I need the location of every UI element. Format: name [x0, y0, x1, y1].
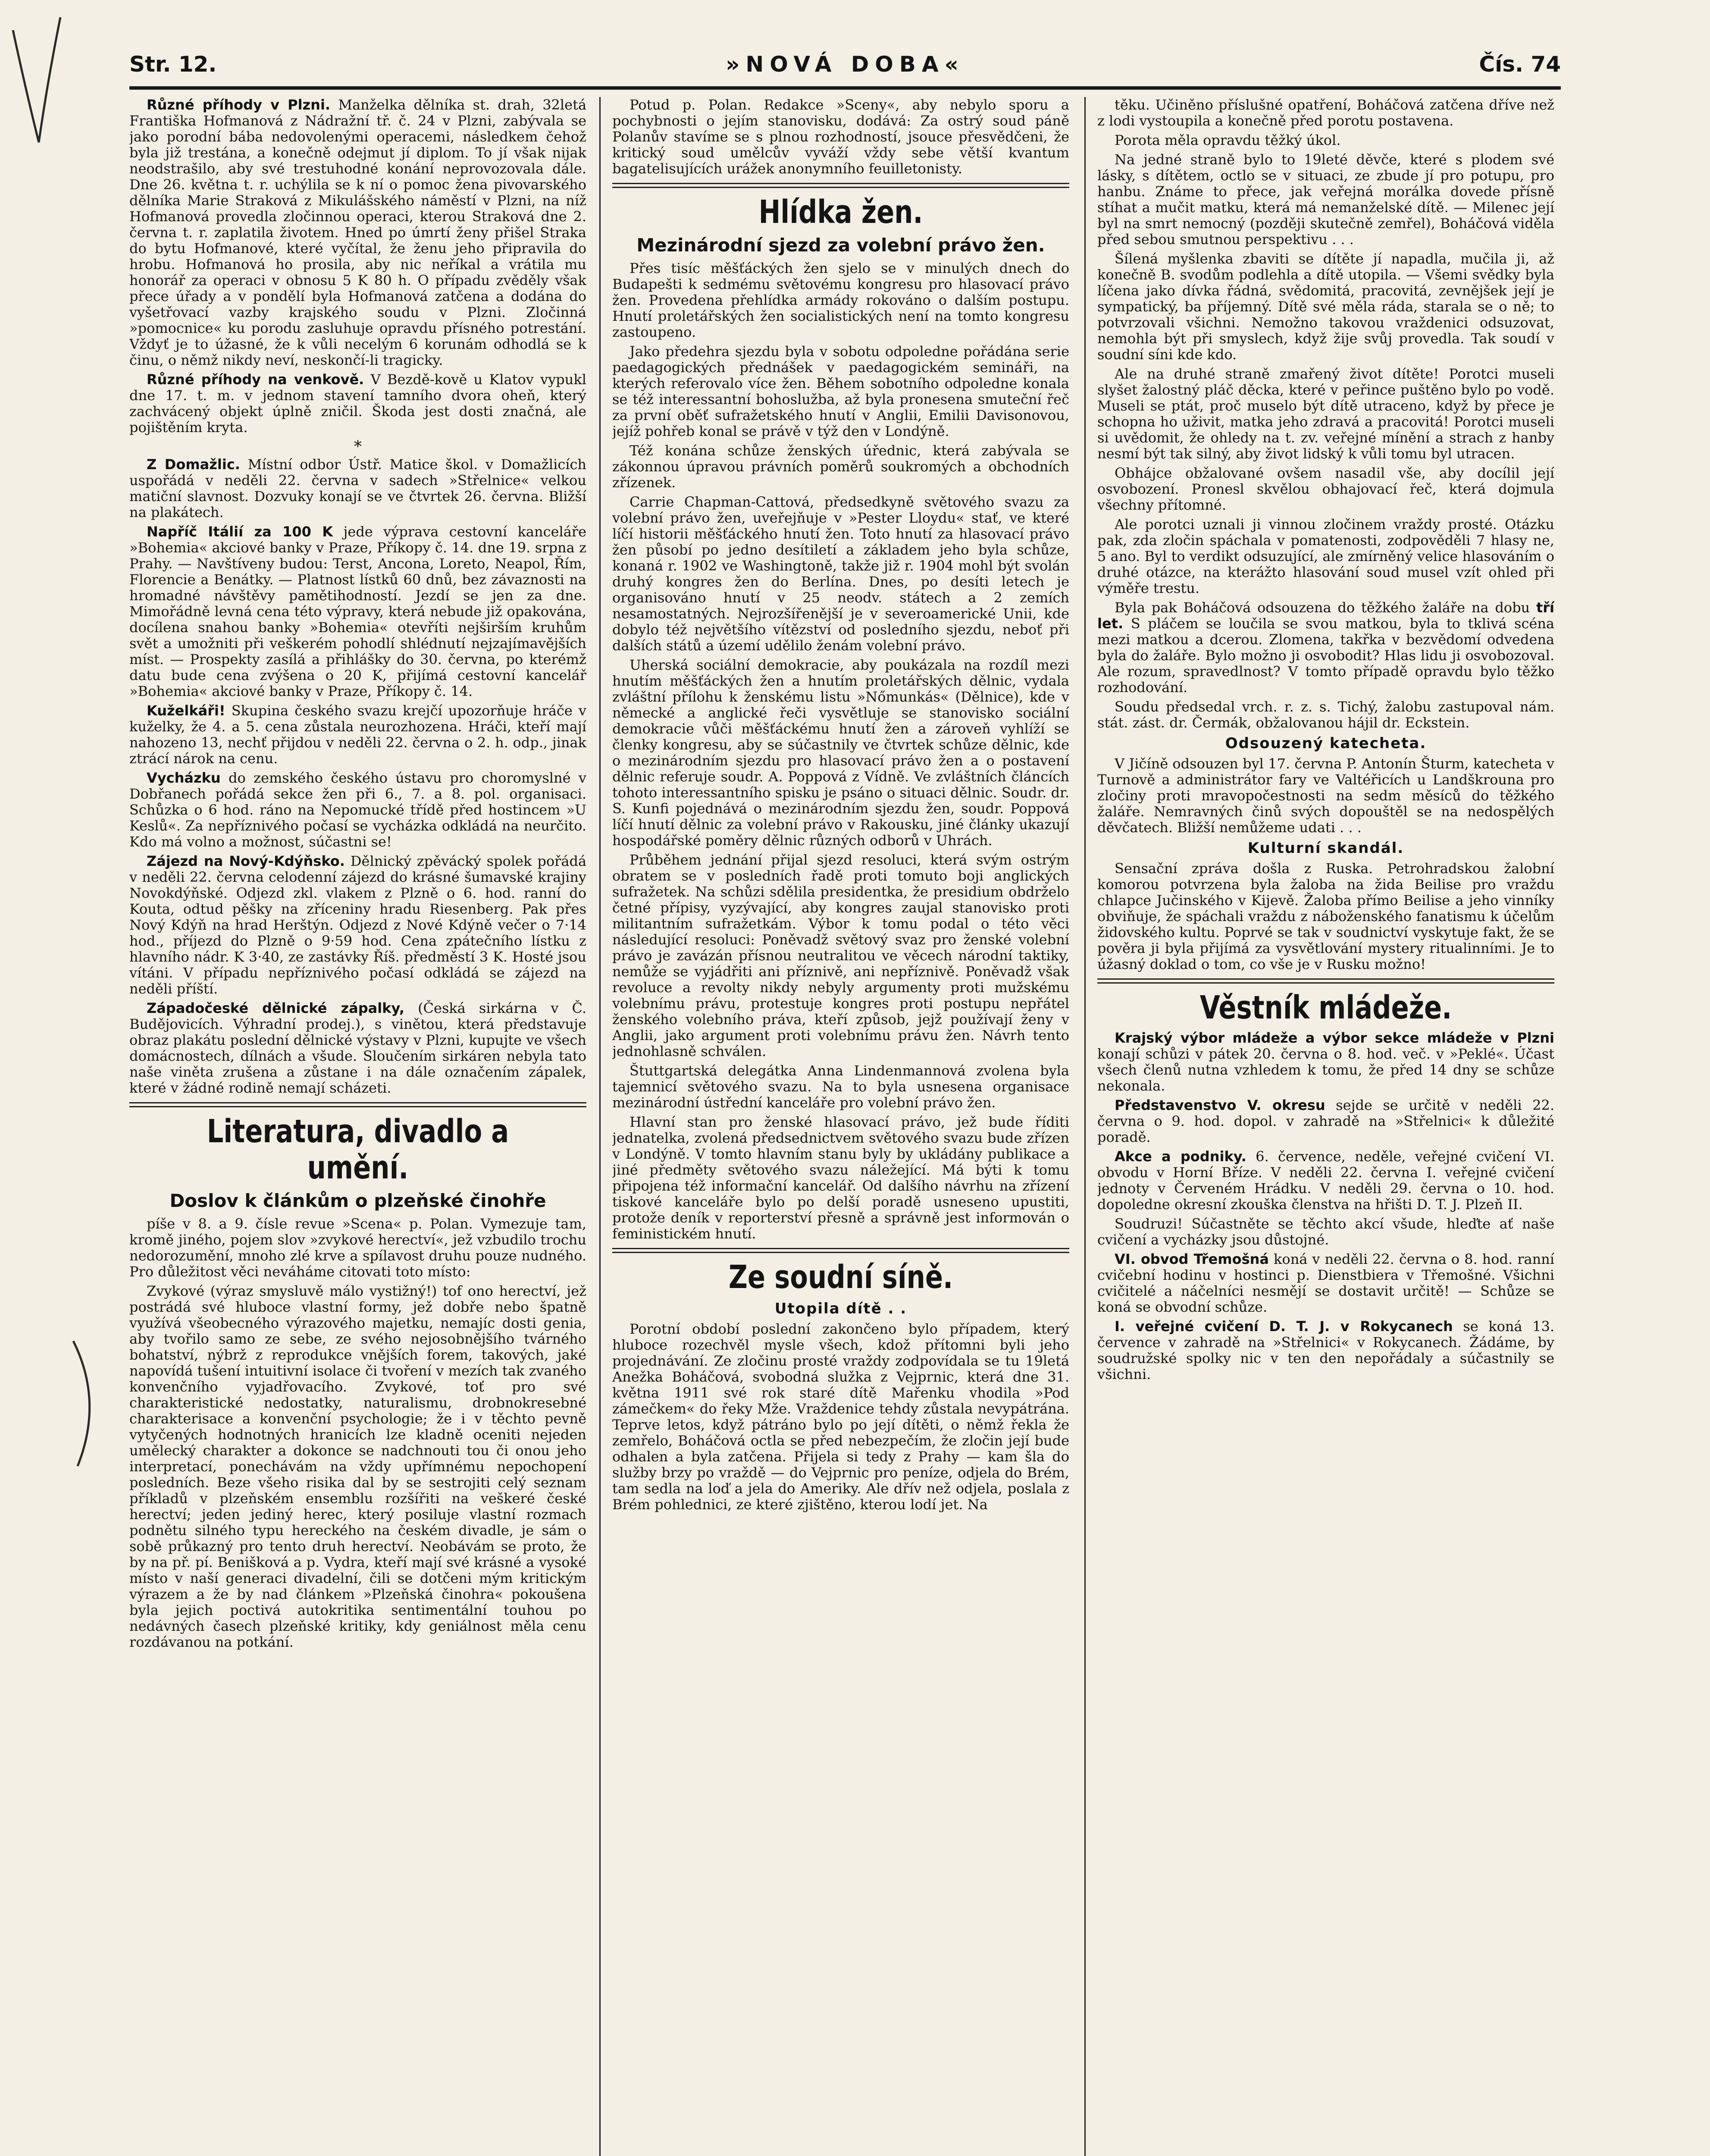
- article-rural-incidents: [129, 372, 586, 436]
- section-rule: [1097, 978, 1554, 984]
- article-lead: Napříč Itálií za 100 K: [147, 523, 333, 540]
- notice-rokycany: [1097, 1319, 1554, 1382]
- newspaper-title: »NOVÁ DOBA«: [726, 52, 965, 77]
- notice-lead: Krajský výbor mládeže a výbor sekce mládeže v Plzni: [1115, 1030, 1554, 1046]
- article-matches: [129, 1000, 586, 1096]
- article-bowlers: [129, 703, 586, 767]
- section-rule: [129, 1102, 586, 1107]
- article-body: Manželka dělníka st. drah, 32letá Františka Hofmanová z Nádražní tř. č. 24 v Plzni, zabývala se jako porodní bába nedovolenými operacemi, následkem čehož byla již trestána, a konečně odejmut jí diplom. To jí však nijak neodstrašilo, aby své trestuhodné konání neprovozovala dále. Dne 26. května t. r. uchýlila se k ní o pomoc žena pivovarského dělníka Marie Straková z Mikulášského náměstí v Plzni, na níž Hofmanová provedla zločinnou operaci, kterou Straková dne 2. června t. r. zaplatila životem. Hned po úmrtí ženy přišel Straka do bytu Hofmanové, které vyčítal, že ženu jeho připravila do hrobu. Hofmanová ho prosila, aby nic neříkal a vrátila mu honorář za operaci v obnosu 5 K 80 h. O případu zvěděly však přece úřady a v pondělí byla Hofmanová zatčena a dodána do vyšetřovací vazby krajského soudu v Plzni. Zločinná »pomocnice« ku porodu zasluhuje opravdu přísného potrestání. Vždyť je to úžasné, že k vůli necelým 6 korunám odhodlá se k činu, o němž nikdy neví, neskončí-li tragicky.: [129, 97, 586, 368]
- column-2: [612, 97, 1069, 2156]
- article-lead: Kuželkáři!: [147, 702, 225, 719]
- issue-number: Čís. 74: [1479, 52, 1561, 77]
- article-body: V Bezdě-kově u Klatov vypukl dne 17. t. m. v jednom stavení tamního dvora oheň, který zachvácený objekt úplně zničil. Škoda jest dosti značná, ale pojištěním kryta.: [129, 371, 586, 436]
- article-lead: Různé příhody na venkově.: [147, 371, 364, 388]
- notice-body: koná v neděli 22. června o 8. hod. ranní cvičební hodinu v hostinci p. Dienstbiera v Třemošné. Všichni cvičitelé a náčelníci nesmějí se dostavit určitě! — Schůze se koná se obvodní schůze.: [1097, 1251, 1554, 1315]
- article-body: Carrie Chapman-Cattová, předsedkyně světového svazu za volební právo žen, uveřejňuje v »Pester Lloydu« stať, ve které líčí historii měšťáckého hnutí žen. Toto hnutí za hlasovací právo žen působí po jedno desítiletí a základem jeho byla schůze, konaná r. 1902 ve Washingtoně, takže již r. 1904 mohl být svolán druhý kongres žen do Berlína. Dnes, po desíti letech je organisováno hnutí v 25 neodv. státech a 2 zemích nesamostatných. Nejrozšířenější je v severoamerické Unii, kde dobylo též největšího vítězství od posledního sjezdu, neboť při dalších států a území udělilo ženám volební právo.: [612, 494, 1069, 654]
- notice-lead: I. veřejné cvičení D. T. J. v Rokycanech: [1115, 1318, 1453, 1335]
- article-body: Ale na druhé straně zmařený život dítěte! Porotci museli slyšet žalostný pláč děcka, které v peřince puštěno bylo po vodě. Museli se ptát, proč muselo být dítě utraceno, když by přece je schopna ho uživit, matka jeho zdravá a pracovitá! Porotci museli si uvědomit, že ohledy na t. zv. veřejné mínění a strach z hanby nesmí být tak silný, aby život lidský k vůli tomu byl utracen.: [1097, 366, 1554, 462]
- article-body: Porota měla opravdu těžký úkol.: [1115, 132, 1341, 148]
- article-body: Dělnický zpěvácký spolek pořádá v neděli 22. června celodenní zájezd do krásné šumavské krajiny Novokdýňské. Odjezd zkl. vlakem z Plzně o 6. hod. ranní do Kouta, odtud pěšky na zříceniny hradu Riesenberg. Pak přes Nový Kdýň na hrad Herštýn. Odjezd z Nové Kdýně večer o 7·14 hod., příjezd do Plzně o 9·59 hod. Cena zpátečního lístku z hlavního nádr. K 3·40, ze zastávky Říš. předměstí 3 K. Hosté jsou vítáni. V případu nepříznivého počasí odkládá se zájezd na neděli příští.: [129, 853, 586, 997]
- notice-lead: VI. obvod Třemošná: [1115, 1251, 1269, 1267]
- column-divider-1: [599, 97, 601, 2156]
- notice-lead: Akce a podniky.: [1115, 1148, 1246, 1165]
- section-rule: [612, 183, 1069, 188]
- notice-events: [1097, 1149, 1554, 1213]
- article-body: Průběhem jednání přijal sjezd resoluci, která svým ostrým obratem se v posledních řadě proti tomuto boji anglických sufražetek. Na schůzi sdělila presidentka, že presidium obdrželo četné přípisy, vyzývající, aby kongres zaujal stanovisko proti militantním sufražetkám. Výbor k tomu podal o této věci následující resoluci: Poněvadž světový svaz pro ženské volební právo je zavázán přísnou neutralitou ve věcech národní taktiky, nemůže se vyjádřiti ani příznivě, ani nepříznivě. Poněvadž však revoluce a revolty nikdy nebyly argumenty proti mužskému volebnímu právu, protestuje kongres proti postupu nepřátel ženského volebního práva, kteří způsob, jejž používají ženy v Anglii, jako argument proti volebnímu právu žen. Návrh tento jednohlasně schválen.: [612, 852, 1069, 1059]
- article-italy-trip: [129, 524, 586, 699]
- article-lead: Různé příhody v Plzni.: [147, 97, 331, 113]
- article-body: Skupina českého svazu krejčí upozorňuje hráče v kuželky, že 4. a 5. cena zůstala neurozhozena. Hráči, kteří mají nahozeno 13, nechť přijdou v neděli 22. června o 2. h. odp., jinak ztrácí nárok na cenu.: [129, 702, 586, 767]
- article-body: Též konána schůze ženských úřednic, která zabývala se zákonnou úpravou právních poměrů soukromých a obchodních zřízenek.: [612, 442, 1069, 491]
- article-body: Místní odbor Ústř. Matice škol. v Domažlicích uspořádá v neděli 22. června v sadech »Střelnice« velkou matiční slavnost. Dozvuky konají se ve čtvrtek 26. června. Bližší na plakátech.: [129, 456, 586, 520]
- article-body: Štuttgartská delegátka Anna Lindenmannová zvolena byla tajemnicí světového svazu. Na to byla usnesena organisace mezinárodní ústřední kanceláře pro volební právo žen.: [612, 1062, 1069, 1111]
- article-body: Soudu předsedal vrch. r. z. s. Tichý, žalobu zastupoval nám. stát. zást. dr. Čermák, obžalovanou hájil dr. Eckstein.: [1097, 699, 1554, 731]
- article-body: Uherská sociální demokracie, aby poukázala na rozdíl mezi hnutím měšťáckých žen a hnutím proletářských dělnic, vydala zvláštní přílohu k ženskému listu »Nőmunkás« (Dělnice), kde v německé a anglické řeči vysvětluje se stanovisko sociální demokracie vůči měšťáckému hnutí žen a zároveň vyhlíží se členky kongresu, aby se súčastnily ve čtvrtek schůze dělnic, kde o mezinárodním sjezdu pro hlasovací právo žen a o postavení dělnic referuje soudr. A. Poppová z Vídně. Ve zvláštních článcích tohoto interessantního spisku je psáno o situaci dělnic. Soudr. dr. S. Kunfi pojednává o mezinárodním sjezdu žen, soudr. Poppová líčí hnutí dělnic za volební právo v Rakousku, jiné články ukazují hospodářské poměry dělnic různých odborů v Uhrách.: [612, 657, 1069, 849]
- article-excursion: [129, 770, 586, 850]
- article-body: píše v 8. a 9. čísle revue »Scena« p. Polan. Vymezuje tam, kromě jiného, pojem slov »zvykové herectví«, jež vzbudilo trochu nedorozumění, mnoho zlé krve a spílavost druhu pouze nudného. Pro důležitost věci neváháme citovati toto místo:: [129, 1216, 586, 1280]
- article-body: do zemského českého ústavu pro choromyslné v Dobřanech pořádá sekce žen při 6., 7. a 8. pol. organisaci. Schůzka o 6 hod. ráno na Nepomucké třídě před hostincem »U Keslů«. Za nepříznivého počasí se vycházka odkládá na neurčito. Kdo má volno a možnost, súčastni se!: [129, 770, 586, 850]
- article-kdyne-trip: [129, 853, 586, 997]
- text-run: Byla pak Boháčová odsouzena do těžkého žaláře na dobu: [1115, 599, 1530, 616]
- column-1: [129, 97, 586, 2156]
- header-rule: [129, 86, 1561, 90]
- article-body: [1097, 600, 1554, 696]
- notice-body: 6. července, neděle, veřejné cvičení VI. obvodu v Horní Bříze. V neděli 22. června I. veřejné cvičení jednoty v Červeném Hrádku. V neděli 29. června o 10. hod. dopoledne okresní zkouška členstva na hřišti D. T. J. Plzeň II.: [1097, 1148, 1554, 1213]
- article-heading-cultural-scandal: Kulturní skandál.: [1247, 840, 1404, 857]
- article-body: Šílená myšlenka zbaviti se dítěte jí napadla, mučila ji, až konečně B. svodům podlehla a dítě utopila. — Všemi svědky byla líčena jako dívka řádná, svědomitá, pracovitá, zevnějšek její je sympatický, ba příjemný. Dítě své měla ráda, starala se o ně; to potvrzovali všichni. Nemožno takovou vraždenici odsuzovat, nemohla být při smyslech, když žije svůj provedla. Tak soudí v soudní síni kde kdo.: [1097, 251, 1554, 363]
- article-body: Ale porotci uznali ji vinnou zločinem vraždy prosté. Otázku pak, zda zločin spáchala v pomatenosti, zodpověděli 7 hlasy ne, 5 ano. Byl to verdikt odsuzující, ale zmírněný velice hlasováním o druhé otázce, na kterážto hlasování soud musel vzít ohled při výměře trestu.: [1097, 516, 1554, 596]
- article-body: těku. Učiněno příslušné opatření, Boháčová zatčena dříve než z lodi vystoupila a konečně před porotu postavena.: [1097, 97, 1554, 129]
- article-lead: Z Domažlic.: [147, 456, 240, 473]
- text-run: S pláčem se loučila se svou matkou, byla to tklivá scéna mezi matkou a dcerou. Zlomena, takřka v bezvědomí odvedena byla do žaláře. Bylo možno ji osvobodit? Hlas lidu ji osvobozoval. Ale rozum, spravedlnost? V tomto případě opravdu bylo těžko rozhodování.: [1097, 615, 1554, 696]
- section-rule: [612, 1248, 1069, 1253]
- section-heading-courtroom: Ze soudní síně.: [728, 1259, 953, 1296]
- article-body: (Česká sirkárna v Č. Budějovicích. Výhradní prodej.), s vinětou, která představuje obraz plakátu poslední dělnické výstavy v Plzni, kupujte ve všech domácnostech, dílnách a všude. Sloučením sirkáren nebyla tato naše viněta zrušena a zůstane i na dále označením zápalek, které v žádné rodině nemají scházeti.: [129, 1000, 586, 1096]
- article-body: Obhájce obžalované ovšem nasadil vše, aby docílil její osvobození. Pronesl skvělou obhajovací řeč, která dojmula všechny přítomné.: [1097, 465, 1554, 513]
- article-heading-suffrage-congress: Mezinárodní sjezd za volební právo žen.: [636, 235, 1045, 256]
- handwritten-margin-mark: [65, 1337, 112, 1470]
- handwritten-check-mark: [9, 13, 69, 151]
- notice-lead: Představenstvo V. okresu: [1115, 1097, 1325, 1113]
- section-heading-youth-bulletin: Věstník mládeže.: [1200, 989, 1452, 1026]
- notice-tremosna: [1097, 1251, 1554, 1315]
- article-body: Přes tisíc měšťáckých žen sjelo se v minulých dnech do Budapešti k sedmému světovému kongresu pro hlasovací právo žen. Provedena přehlídka armády rokováno o dalším postupu. Hnutí proletářských žen socialistických není na tomto kongresu zastoupeno.: [612, 260, 1069, 340]
- page-header: [129, 47, 1561, 82]
- article-body: Na jedné straně bylo to 19leté děvče, které s plodem své lásky, s dítětem, octlo se v situaci, ze zbude jí pro potupu, pro hanbu. Známe to přece, jak veřejná morálka dovede přísně stíhat a mučit matku, která má nemanželské dítě. — Milenec její byl na smrt nemocný (později skutečně zemřel), Boháčová viděla před sebou smutnou perspektivu . . .: [1097, 151, 1554, 248]
- article-body: Potud p. Polan. Redakce »Sceny«, aby nebylo sporu a pochybnosti o jejím stanovisku, dodává: Za ostrý soud páně Polanův stavíme se s plnou rozhodností, jsouce přesvědčeni, že kritický soud umělcův vyváží vždy sebe větší kvantum bagatelisujících urážek anonymního feuilletonisty.: [612, 97, 1069, 177]
- column-divider-2: [1084, 97, 1086, 2156]
- notice-body: konají schůzi v pátek 20. června o 8. hod. več. v »Peklé«. Účast všech členů nutna vzhledem k tomu, že před 14 dny se schůze nekonala.: [1097, 1046, 1554, 1094]
- sentence-emphasis: tří let.: [1097, 599, 1554, 632]
- notice-appeal: Soudruzi! Súčastněte se těchto akcí všude, hleďte ať naše cvičení a vycházky jsou důstojné.: [1097, 1216, 1554, 1248]
- article-body: Sensační zpráva došla z Ruska. Petrohradskou žalobní komorou potvrzena byla žaloba na žida Beilise pro vraždu chlapce Jučinského v Kijevě. Žaloba přímo Beilise a jeho vinníky obviňuje, že spáchali vraždu z náboženského fanatismu k účelům židovského kultu. Poprvé se tak v soudnictví vyskytuje fakt, že se pověra ji byla přijímá za vysvětlování mystery ritualinními. Je to úžasný doklad o tom, co vše je v Rusku možno!: [1097, 860, 1554, 972]
- section-heading-womens-watch: Hlídka žen.: [758, 194, 923, 231]
- notice-body: se koná 13. července v zahradě na »Střelnici« v Rokycanech. Žádáme, by soudružské spolky nic v ten den nepořádaly a súčastnily se všichni.: [1097, 1318, 1554, 1382]
- article-body: Porotní období poslední zakončeno bylo případem, který hluboce rozechvěl mysle všech, kdož přítomni byli jeho projednávání. Ze zločinu prosté vraždy zodpovídala se tu 19letá Anežka Boháčová, svobodná služka z Vejprnic, která dne 31. května 1911 své rok staré dítě Mařenku vhodila »Pod zámečkem« do řeky Mže. Vraždenice tehdy zůstala nevypátrána. Teprve letos, když pátráno bylo po její dítěti, o němž řekla že zemřelo, Boháčová octla se před nebezpečím, že zločin její bude odhalen a byla zatčena. Přijela si tedy z Prahy — kam šla do služby brzy po vraždě — do Vejprnic pro peníze, odjela do Brém, tam sedla na loď a jela do Ameriky. Ale dřív než odjela, poslala z Brém pohlednici, ze které zjištěno, kterou lodí jet. Na: [612, 1321, 1069, 1513]
- article-quote: Zvykové (výraz smysluvě málo vystižný!) tof ono herectví, jež postrádá své hluboce vlastní formy, jež dobře nebo špatně využívá všeobecného výrazového majetku, nemajíc dosti genia, aby tvořilo samo ze sebe, ze svého nejosobnějšího tvárného bohatství, nýbrž z reprodukce vnějších forem, takových, jaké napovídá tušení intuitivní isolace či tvoření v mezích tak zvaného konvenčního vyjadřovacího. Zvykové, toť pro své charakteristické nedostatky, naturalismu, drobnokresebné charakterisace a konvenční psychologie; že i v těchto pevně vytyčených hodnotných hranicích lze kladně oceniti nejeden umělecký charakter a dokonce se nadchnouti tou či onou jeho interpretací, ponechávám na vždy upřímnému nepochopení posledních. Beze všeho risika dal by se sestrojiti celý seznam příkladů v plzeňském ensemblu rozšířiti na veškeré české herectví; jeden jediný herec, který posiluje vlastní rozmach podnětu silného typu hereckého na českém divadle, je sám o sobě průkazný pro tento druh herectví. Neobávám se proto, že by na př. pí. Benišková a p. Vydra, kteří mají své krásné a vysoké místo v naší generaci divadelní, čili se dotčeni mým kritickým výrazem a že by nad článkem »Plzeňská činohra« pokoušena byla jejich poctivá autokritika sentimentální touhou po nedávných časech plzeňské kritiky, kdy geniálnost měla cenu rozdávanou na potkání.: [129, 1283, 586, 1650]
- section-star: *: [354, 438, 362, 456]
- notice-body: sejde se určitě v neděli 22. června o 9. hod. dopol. v zahradě na »Střelnici« k důležité poradě.: [1097, 1097, 1554, 1145]
- article-plzen-incidents: [129, 97, 586, 368]
- article-body: Jako předehra sjezdu byla v sobotu odpoledne pořádána serie paedagogických přednášek v paedagogickém semináři, na kterých referovalo více žen. Během sobotního odpoledne konala se též interessantní bohoslužba, až byla pronesena smuteční řeč za první oběť sufražetského hnutí v Anglii, Emilii Davisonovou, jejíž pohřeb konal se právě v týž den v Londýně.: [612, 343, 1069, 439]
- section-heading-literature: Literatura, divadlo a umění.: [207, 1113, 509, 1186]
- article-heading-plzen-drama: Doslov k článkům o plzeňské činohře: [169, 1190, 546, 1211]
- article-lead: Západočeské dělnické zápalky,: [147, 1000, 404, 1016]
- article-body: Hlavní stan pro ženské hlasovací právo, jež bude říditi jednatelka, zvolená předsednictvem světového svazu bude zřízen v Londýně. V tomto hlavním stanu byly by ukládány publikace a jiné předměty světového svazu náležející. Má býti k tomu připojena též informační kancelář. Od dalšího návrhu na zřízení tiskové kanceláře bylo po delší poradě usneseno upustiti, protože deník v reporterství přesně a správně jest informován o feministickém hnutí.: [612, 1114, 1069, 1242]
- article-lead: Zájezd na Nový-Kdýňsko.: [147, 853, 345, 869]
- article-body: jede výprava cestovní kanceláře »Bohemia« akciové banky v Praze, Příkopy č. 14. dne 19. srpna z Prahy. — Navštíveny budou: Terst, Ancona, Loreto, Neapol, Řím, Florencie a Benátky. — Platnost lístků 60 dnů, bez závaznosti na hromadné návštěvy pamětihodností. Jezdí se jen za dne. Mimořádně levná cena této výpravy, která nebude již opakována, docílena snahou banky »Bohemia« otevříti nejširším kruhům svět a umožniti při veškerém pohodlí shlédnutí nejzajímavějších míst. — Prospekty zasílá a přihlášky do 30. června, po kterémž datu bude cena zvýšena o 20 K, přijímá cestovní kancelář »Bohemia« akciové banky v Praze, Příkopy č. 14.: [129, 523, 586, 699]
- article-heading-drowned-child: Utopila dítě . .: [774, 1300, 907, 1317]
- notice-youth-committee: [1097, 1030, 1554, 1094]
- page-number: Str. 12.: [129, 52, 217, 77]
- column-3: [1097, 97, 1554, 2156]
- article-body: V Jičíně odsouzen byl 17. června P. Antonín Šturm, katecheta v Turnově a administrátor fary ve Valtéřicích u Landškrouna pro zločiny proti mravopočestnosti na sedm měsíců do těžkého žaláře. Nemravných činů svých dopouštěl se na nedospělých děvčatech. Bližší nemůžeme udati . . .: [1097, 755, 1554, 836]
- article-heading-catechist: Odsouzený katecheta.: [1225, 735, 1427, 752]
- notice-district-board: [1097, 1097, 1554, 1145]
- article-domazlice: [129, 457, 586, 520]
- article-lead: Vycházku: [147, 770, 221, 786]
